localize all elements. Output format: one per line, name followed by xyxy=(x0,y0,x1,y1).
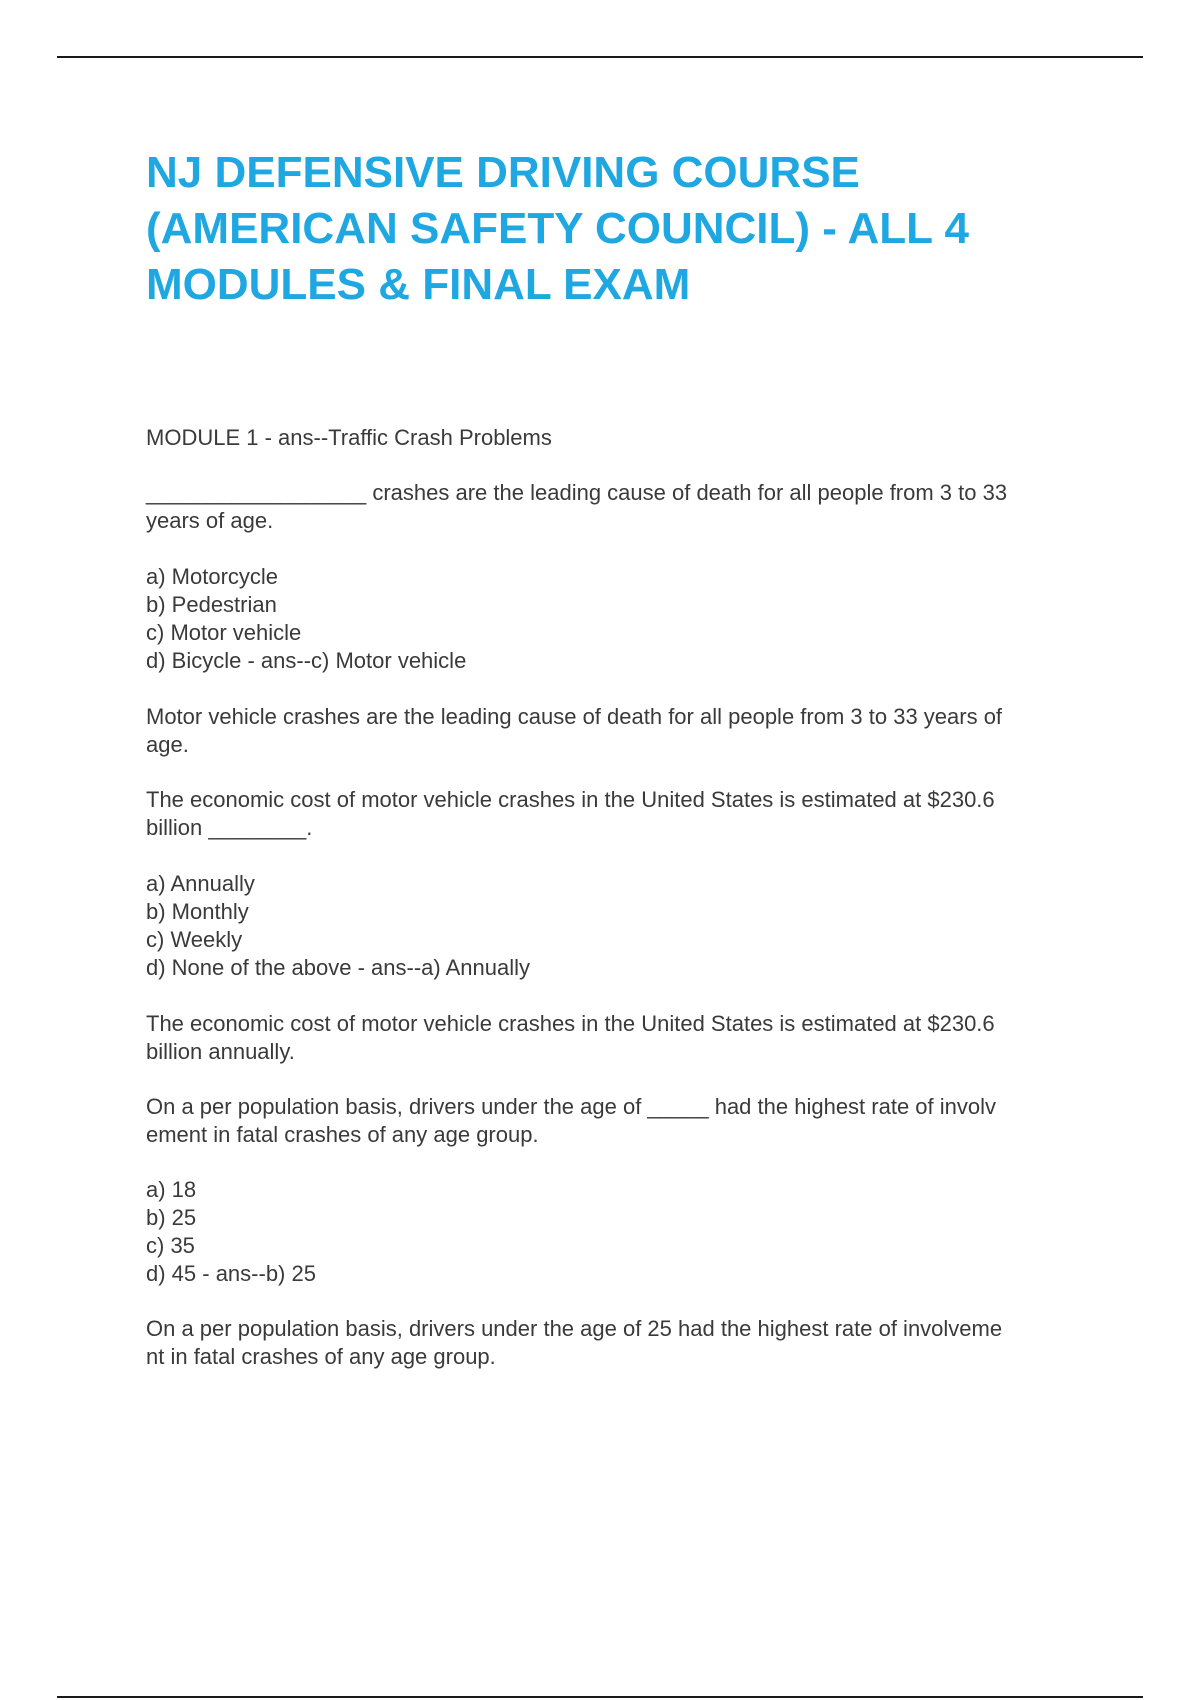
header-rule xyxy=(57,56,1143,58)
question-1 xyxy=(146,479,1096,535)
module-heading-text: MODULE 1 - ans--Traffic Crash Problems xyxy=(146,425,552,450)
explanation-line: age. xyxy=(146,732,189,757)
question-1-options xyxy=(146,563,1096,675)
option-item: c) 35 xyxy=(146,1233,195,1258)
footer-rule xyxy=(57,1696,1143,1698)
title-line: NJ DEFENSIVE DRIVING COURSE xyxy=(146,148,860,197)
option-item: d) Bicycle - ans--c) Motor vehicle xyxy=(146,648,467,673)
question-line: __________________ crashes are the leading cause of death for all people from 3 to 33 xyxy=(146,480,1008,505)
title-line: MODULES & FINAL EXAM xyxy=(146,260,691,309)
question-3-options xyxy=(146,1176,1096,1288)
option-item: c) Weekly xyxy=(146,927,243,952)
module-heading xyxy=(146,424,1096,452)
title-line: (AMERICAN SAFETY COUNCIL) - ALL 4 xyxy=(146,204,969,253)
option-item: b) Pedestrian xyxy=(146,592,277,617)
option-item: b) 25 xyxy=(146,1205,197,1230)
question-1-explanation xyxy=(146,703,1096,759)
explanation-line: On a per population basis, drivers under the age of 25 had the highest rate of involveme xyxy=(146,1316,1003,1341)
question-3 xyxy=(146,1093,1096,1149)
document-title xyxy=(146,145,1096,313)
option-item: c) Motor vehicle xyxy=(146,620,302,645)
option-item: a) 18 xyxy=(146,1177,197,1202)
question-2-options xyxy=(146,870,1096,982)
explanation-line: The economic cost of motor vehicle crashes in the United States is estimated at $230.6 xyxy=(146,1011,995,1036)
question-3-explanation xyxy=(146,1315,1096,1371)
question-2-explanation xyxy=(146,1010,1096,1066)
question-line: billion ________. xyxy=(146,815,313,840)
question-line: The economic cost of motor vehicle crashes in the United States is estimated at $230.6 xyxy=(146,787,995,812)
option-item: b) Monthly xyxy=(146,899,249,924)
option-item: a) Annually xyxy=(146,871,255,896)
question-2 xyxy=(146,786,1096,842)
explanation-line: billion annually. xyxy=(146,1039,295,1064)
question-line: years of age. xyxy=(146,508,274,533)
question-line: On a per population basis, drivers under the age of _____ had the highest rate of involv xyxy=(146,1094,997,1119)
option-item: d) 45 - ans--b) 25 xyxy=(146,1261,316,1286)
option-item: a) Motorcycle xyxy=(146,564,279,589)
option-item: d) None of the above - ans--a) Annually xyxy=(146,955,531,980)
explanation-line: Motor vehicle crashes are the leading cause of death for all people from 3 to 33 years of xyxy=(146,704,1003,729)
explanation-line: nt in fatal crashes of any age group. xyxy=(146,1344,496,1369)
question-line: ement in fatal crashes of any age group. xyxy=(146,1122,539,1147)
